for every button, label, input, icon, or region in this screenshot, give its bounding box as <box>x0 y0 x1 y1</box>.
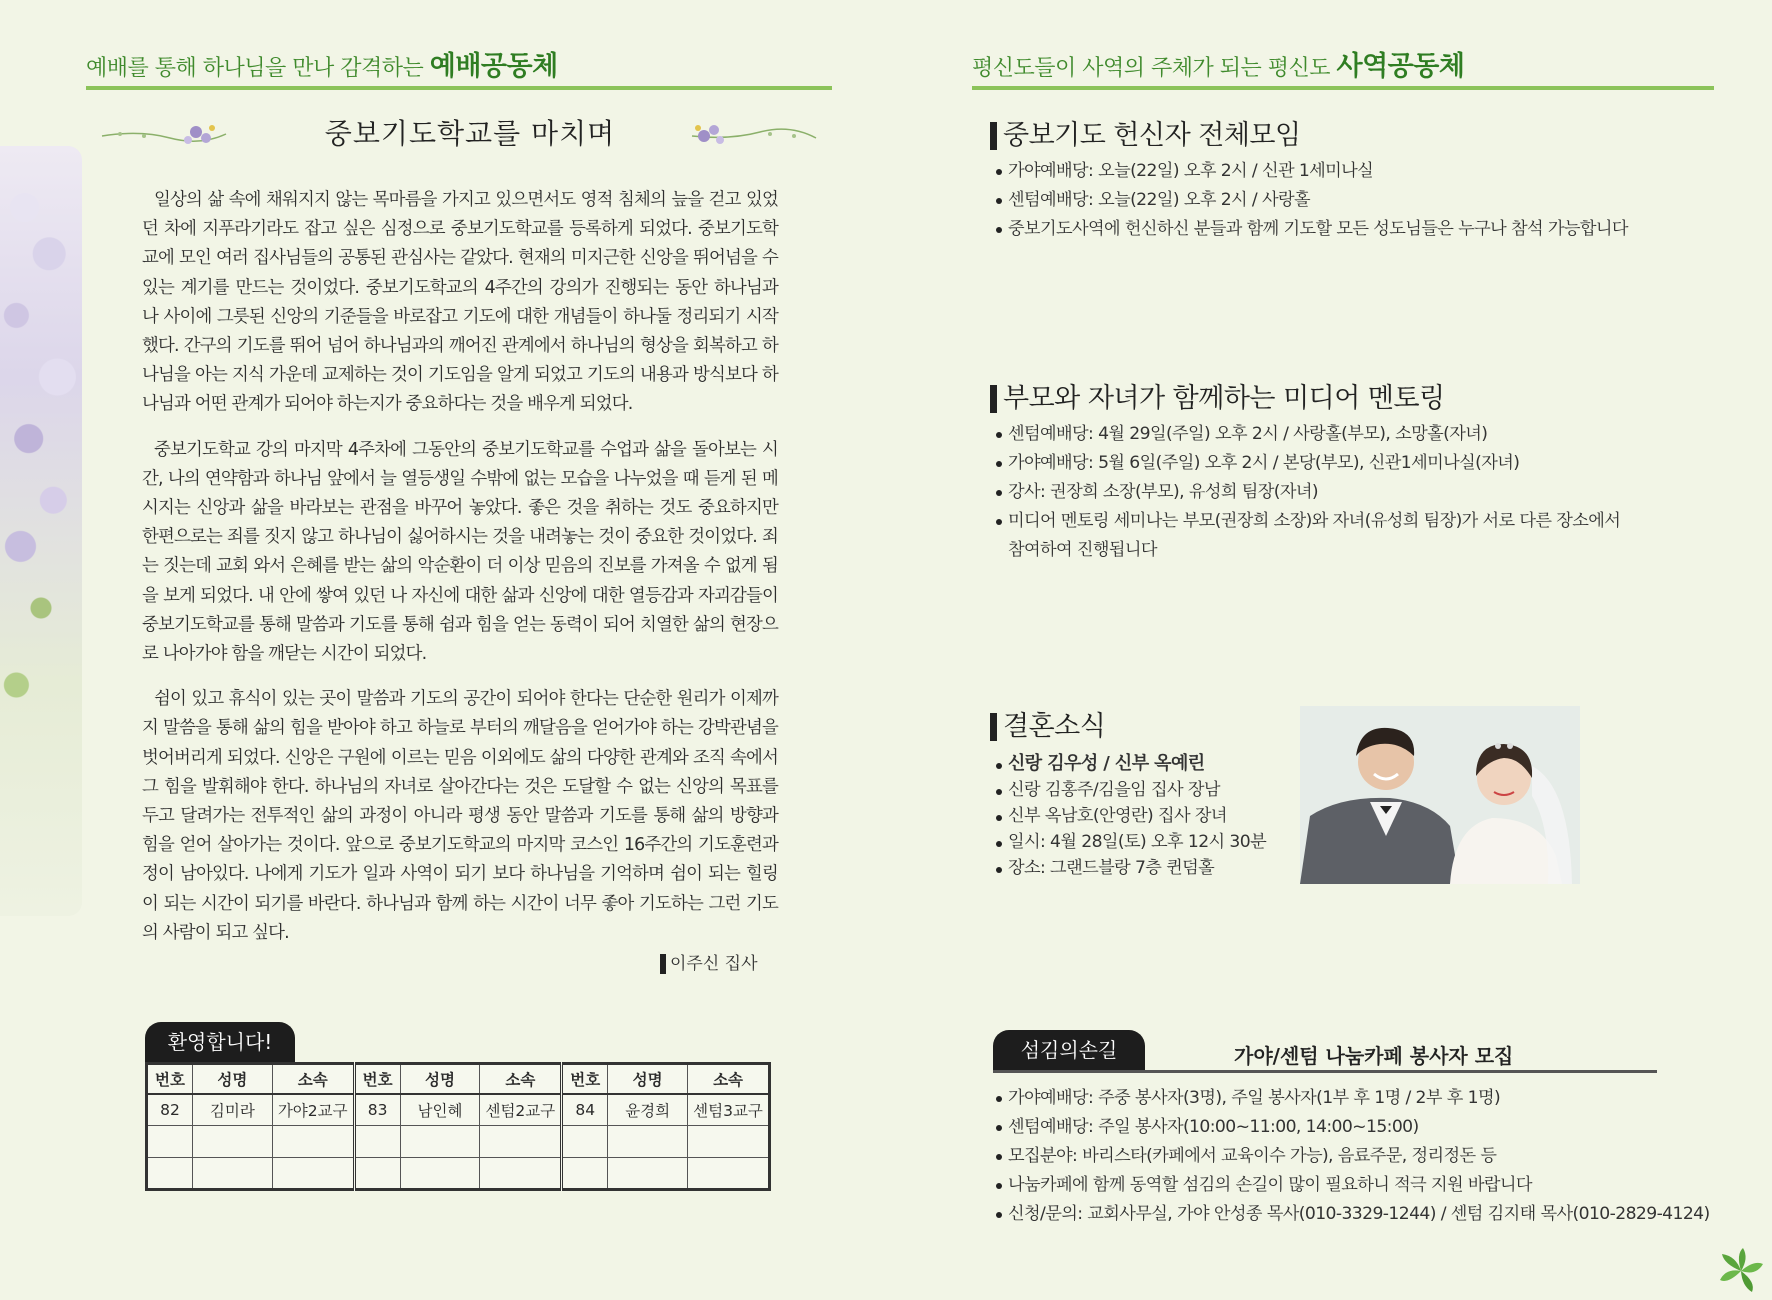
list-item: 장소: 그랜드블랑 7층 퀸덤홀 <box>996 855 1296 881</box>
col-header: 소속 <box>272 1064 354 1094</box>
table-cell: 82 <box>147 1094 193 1126</box>
wedding-couple-photo <box>1300 706 1580 884</box>
article-author: 이주신 집사 <box>660 954 758 974</box>
table-cell <box>688 1158 770 1190</box>
table-cell: 윤경희 <box>608 1094 688 1126</box>
col-header: 성명 <box>192 1064 272 1094</box>
table-cell: 남인혜 <box>400 1094 480 1126</box>
right-section-header <box>972 44 1714 90</box>
serving-hands-tab: 섬김의손길 <box>993 1030 1145 1070</box>
col-header: 성명 <box>400 1064 480 1094</box>
intercession-meeting-list <box>996 157 1696 244</box>
media-mentoring-list <box>996 420 1696 565</box>
list-item: 일시: 4월 28일(토) 오후 12시 30분 <box>996 829 1296 855</box>
article-paragraph: 중보기도학교 강의 마지막 4주차에 그동안의 중보기도학교를 수업과 삶을 돌아보는 시간, 나의 연약함과 하나님 앞에서 늘 열등생일 수밖에 없는 모습을 나누었을 때 듣게 된 메시지는 신앙과 삶을 바라보는 관점을 바꾸어 놓았다. 좋은 것을 취하는 것도 중요하지만 한편으로는 죄를 짓지 않고 하나님이 싫어하시는 것을 내려놓는 것이 중요한 것이었다. 죄는 짓는데 교회 와서 은혜를 받는 삶의 악순환이 더 이상 믿음의 진보를 가져올 수 없게 됨을 보게 되었다. 내 안에 쌓여 있던 나 자신에 대한 삶과 신앙에 대한 열등감과 자괴감들이 중보기도학교를 통해 말씀과 기도를 통해 쉼과 힘을 얻는 동력이 되어 치열한 삶의 현장으로 나아가야 함을 깨닫는 시간이 되었다. <box>142 439 778 665</box>
table-cell <box>272 1126 354 1158</box>
table-cell: 김미라 <box>192 1094 272 1126</box>
table-row <box>147 1094 770 1126</box>
table-cell <box>608 1158 688 1190</box>
table-cell <box>562 1126 608 1158</box>
table-cell <box>688 1126 770 1158</box>
col-header: 번호 <box>354 1064 400 1094</box>
article-paragraph: 쉼이 있고 휴식이 있는 곳이 말씀과 기도의 공간이 되어야 한다는 단순한 원리가 이제까지 말씀을 통해 삶의 힘을 받아야 하고 하늘로 부터의 깨달음을 얻어가야 하는 강박관념을 벗어버리게 되었다. 신앙은 구원에 이르는 믿음 이외에도 삶의 다양한 관계와 조직 속에서 그 힘을 발휘해야 한다. 하나님의 자녀로 살아간다는 것은 도달할 수 없는 신앙의 목표를 두고 달려가는 전투적인 삶의 과정이 아니라 평생 동안 말씀과 기도를 통해 삶의 방향과 힘을 얻어 살아가는 것이다. 앞으로 중보기도학교의 마지막 코스인 16주간의 기도훈련과정이 남아있다. 나에게 기도가 일과 사역이 되기 보다 하나님을 기억하며 쉼이 되는 힐링이 되는 시간이 되기를 바란다. 하나님과 함께 하는 시간이 너무 좋아 기도하는 그런 기도의 사람이 되고 싶다. <box>142 689 778 943</box>
list-item: 참여하여 진행됩니다 <box>1008 540 1157 560</box>
table-cell <box>354 1158 400 1190</box>
list-item: 가야예배당: 오늘(22일) 오후 2시 / 신관 1세미나실 <box>996 157 1696 186</box>
left-flower-sprig-icon <box>100 116 230 154</box>
left-header-emphasis: 예배공동체 <box>429 51 558 82</box>
table-cell <box>400 1158 480 1190</box>
welcome-tab: 환영합니다! <box>145 1022 295 1062</box>
col-header: 소속 <box>480 1064 562 1094</box>
table-cell: 83 <box>354 1094 400 1126</box>
table-cell <box>562 1158 608 1190</box>
wedding-news-title: 결혼소식 <box>990 713 1105 741</box>
table-cell <box>480 1158 562 1190</box>
col-header: 번호 <box>562 1064 608 1094</box>
right-flower-sprig-icon <box>690 116 820 154</box>
table-cell <box>272 1158 354 1190</box>
table-row <box>147 1126 770 1158</box>
table-cell <box>192 1158 272 1190</box>
table-cell <box>147 1126 193 1158</box>
col-header: 성명 <box>608 1064 688 1094</box>
list-item: 가야예배당: 주중 봉사자(3명), 주일 봉사자(1부 후 1명 / 2부 후 1명) <box>996 1084 1716 1113</box>
left-header-lead: 예배를 통해 하나님을 만나 감격하는 <box>86 56 424 81</box>
intercession-meeting-title: 중보기도 헌신자 전체모임 <box>990 122 1301 150</box>
table-cell: 센텀2교구 <box>480 1094 562 1126</box>
right-header-lead: 평신도들이 사역의 주체가 되는 평신도 <box>972 56 1331 81</box>
section-divider <box>993 1070 1657 1073</box>
list-item: 신부 옥남호(안영란) 집사 장녀 <box>996 803 1296 829</box>
table-cell <box>192 1126 272 1158</box>
list-item: 신랑 김우성 / 신부 옥예린 <box>996 751 1296 777</box>
right-header-emphasis: 사역공동체 <box>1336 51 1465 82</box>
table-cell <box>480 1126 562 1158</box>
cafe-volunteer-title: 가야/센텀 나눔카페 봉사자 모집 <box>1234 1044 1514 1068</box>
table-cell: 84 <box>562 1094 608 1126</box>
table-cell: 센텀3교구 <box>688 1094 770 1126</box>
col-header: 소속 <box>688 1064 770 1094</box>
table-row <box>147 1158 770 1190</box>
list-item: 강사: 권장희 소장(부모), 유성희 팀장(자녀) <box>996 478 1696 507</box>
couple-photo-illustration <box>1300 706 1580 884</box>
list-item: 가야예배당: 5월 6일(주일) 오후 2시 / 본당(부모), 신관1세미나실(자녀) <box>996 449 1696 478</box>
list-item: 신청/문의: 교회사무실, 가야 안성종 목사(010-3329-1244) / 센텀 김지태 목사(010-2829-4124) <box>996 1200 1716 1229</box>
cafe-volunteer-list <box>996 1084 1716 1229</box>
table-cell <box>400 1126 480 1158</box>
leaf-logo-icon <box>1716 1246 1766 1296</box>
wedding-news-list <box>996 751 1296 881</box>
list-item: 센텀예배당: 오늘(22일) 오후 2시 / 사랑홀 <box>996 186 1696 215</box>
col-header: 번호 <box>147 1064 193 1094</box>
list-item: 나눔카페에 함께 동역할 섬김의 손길이 많이 필요하니 적극 지원 바랍니다 <box>996 1171 1716 1200</box>
left-section-header <box>86 44 832 90</box>
list-item: 센텀예배당: 주일 봉사자(10:00~11:00, 14:00~15:00) <box>996 1113 1716 1142</box>
table-cell <box>147 1158 193 1190</box>
table-cell <box>608 1126 688 1158</box>
table-header-row <box>147 1064 770 1094</box>
article-title: 중보기도학교를 마치며 <box>324 117 616 150</box>
flower-photo <box>0 146 82 916</box>
table-cell: 가야2교구 <box>272 1094 354 1126</box>
article-body <box>142 186 778 964</box>
media-mentoring-title: 부모와 자녀가 함께하는 미디어 멘토링 <box>990 385 1445 413</box>
welcome-table <box>145 1062 771 1191</box>
list-item: 모집분야: 바리스타(카페에서 교육이수 가능), 음료주문, 정리정돈 등 <box>996 1142 1716 1171</box>
list-item: 중보기도사역에 헌신하신 분들과 함께 기도할 모든 성도님들은 누구나 참석 가능합니다 <box>996 215 1696 244</box>
list-item: 미디어 멘토링 세미나는 부모(권장희 소장)와 자녀(유성희 팀장)가 서로 다른 장소에서 <box>996 507 1696 536</box>
article-paragraph: 일상의 삶 속에 채워지지 않는 목마름을 가지고 있으면서도 영적 침체의 늪을 걷고 있었던 차에 지푸라기라도 잡고 싶은 심정으로 중보기도학교를 등록하게 되었다. 중보기도학교에 모인 여러 집사님들의 공통된 관심사는 같았다. 현재의 미지근한 신앙을 뛰어넘을 수 있는 계기를 만드는 것이었다. 중보기도학교의 4주간의 강의가 진행되는 동안 하나님과 나 사이에 그릇된 신앙의 기준들을 바로잡고 기도에 대한 개념들이 하나둘 정리되기 시작했다. 간구의 기도를 뛰어 넘어 하나님과의 깨어진 관계에서 하나님의 형상을 회복하고 하나님을 아는 지식 가운데 교제하는 것이 기도임을 알게 되었고 기도의 내용과 방식보다 하나님과 어떤 관계가 되어야 하는지가 중요하다는 것을 배우게 되었다. <box>142 190 778 415</box>
list-item: 센텀예배당: 4월 29일(주일) 오후 2시 / 사랑홀(부모), 소망홀(자녀) <box>996 420 1696 449</box>
list-item: 신랑 김홍주/김을임 집사 장남 <box>996 777 1296 803</box>
table-cell <box>354 1126 400 1158</box>
